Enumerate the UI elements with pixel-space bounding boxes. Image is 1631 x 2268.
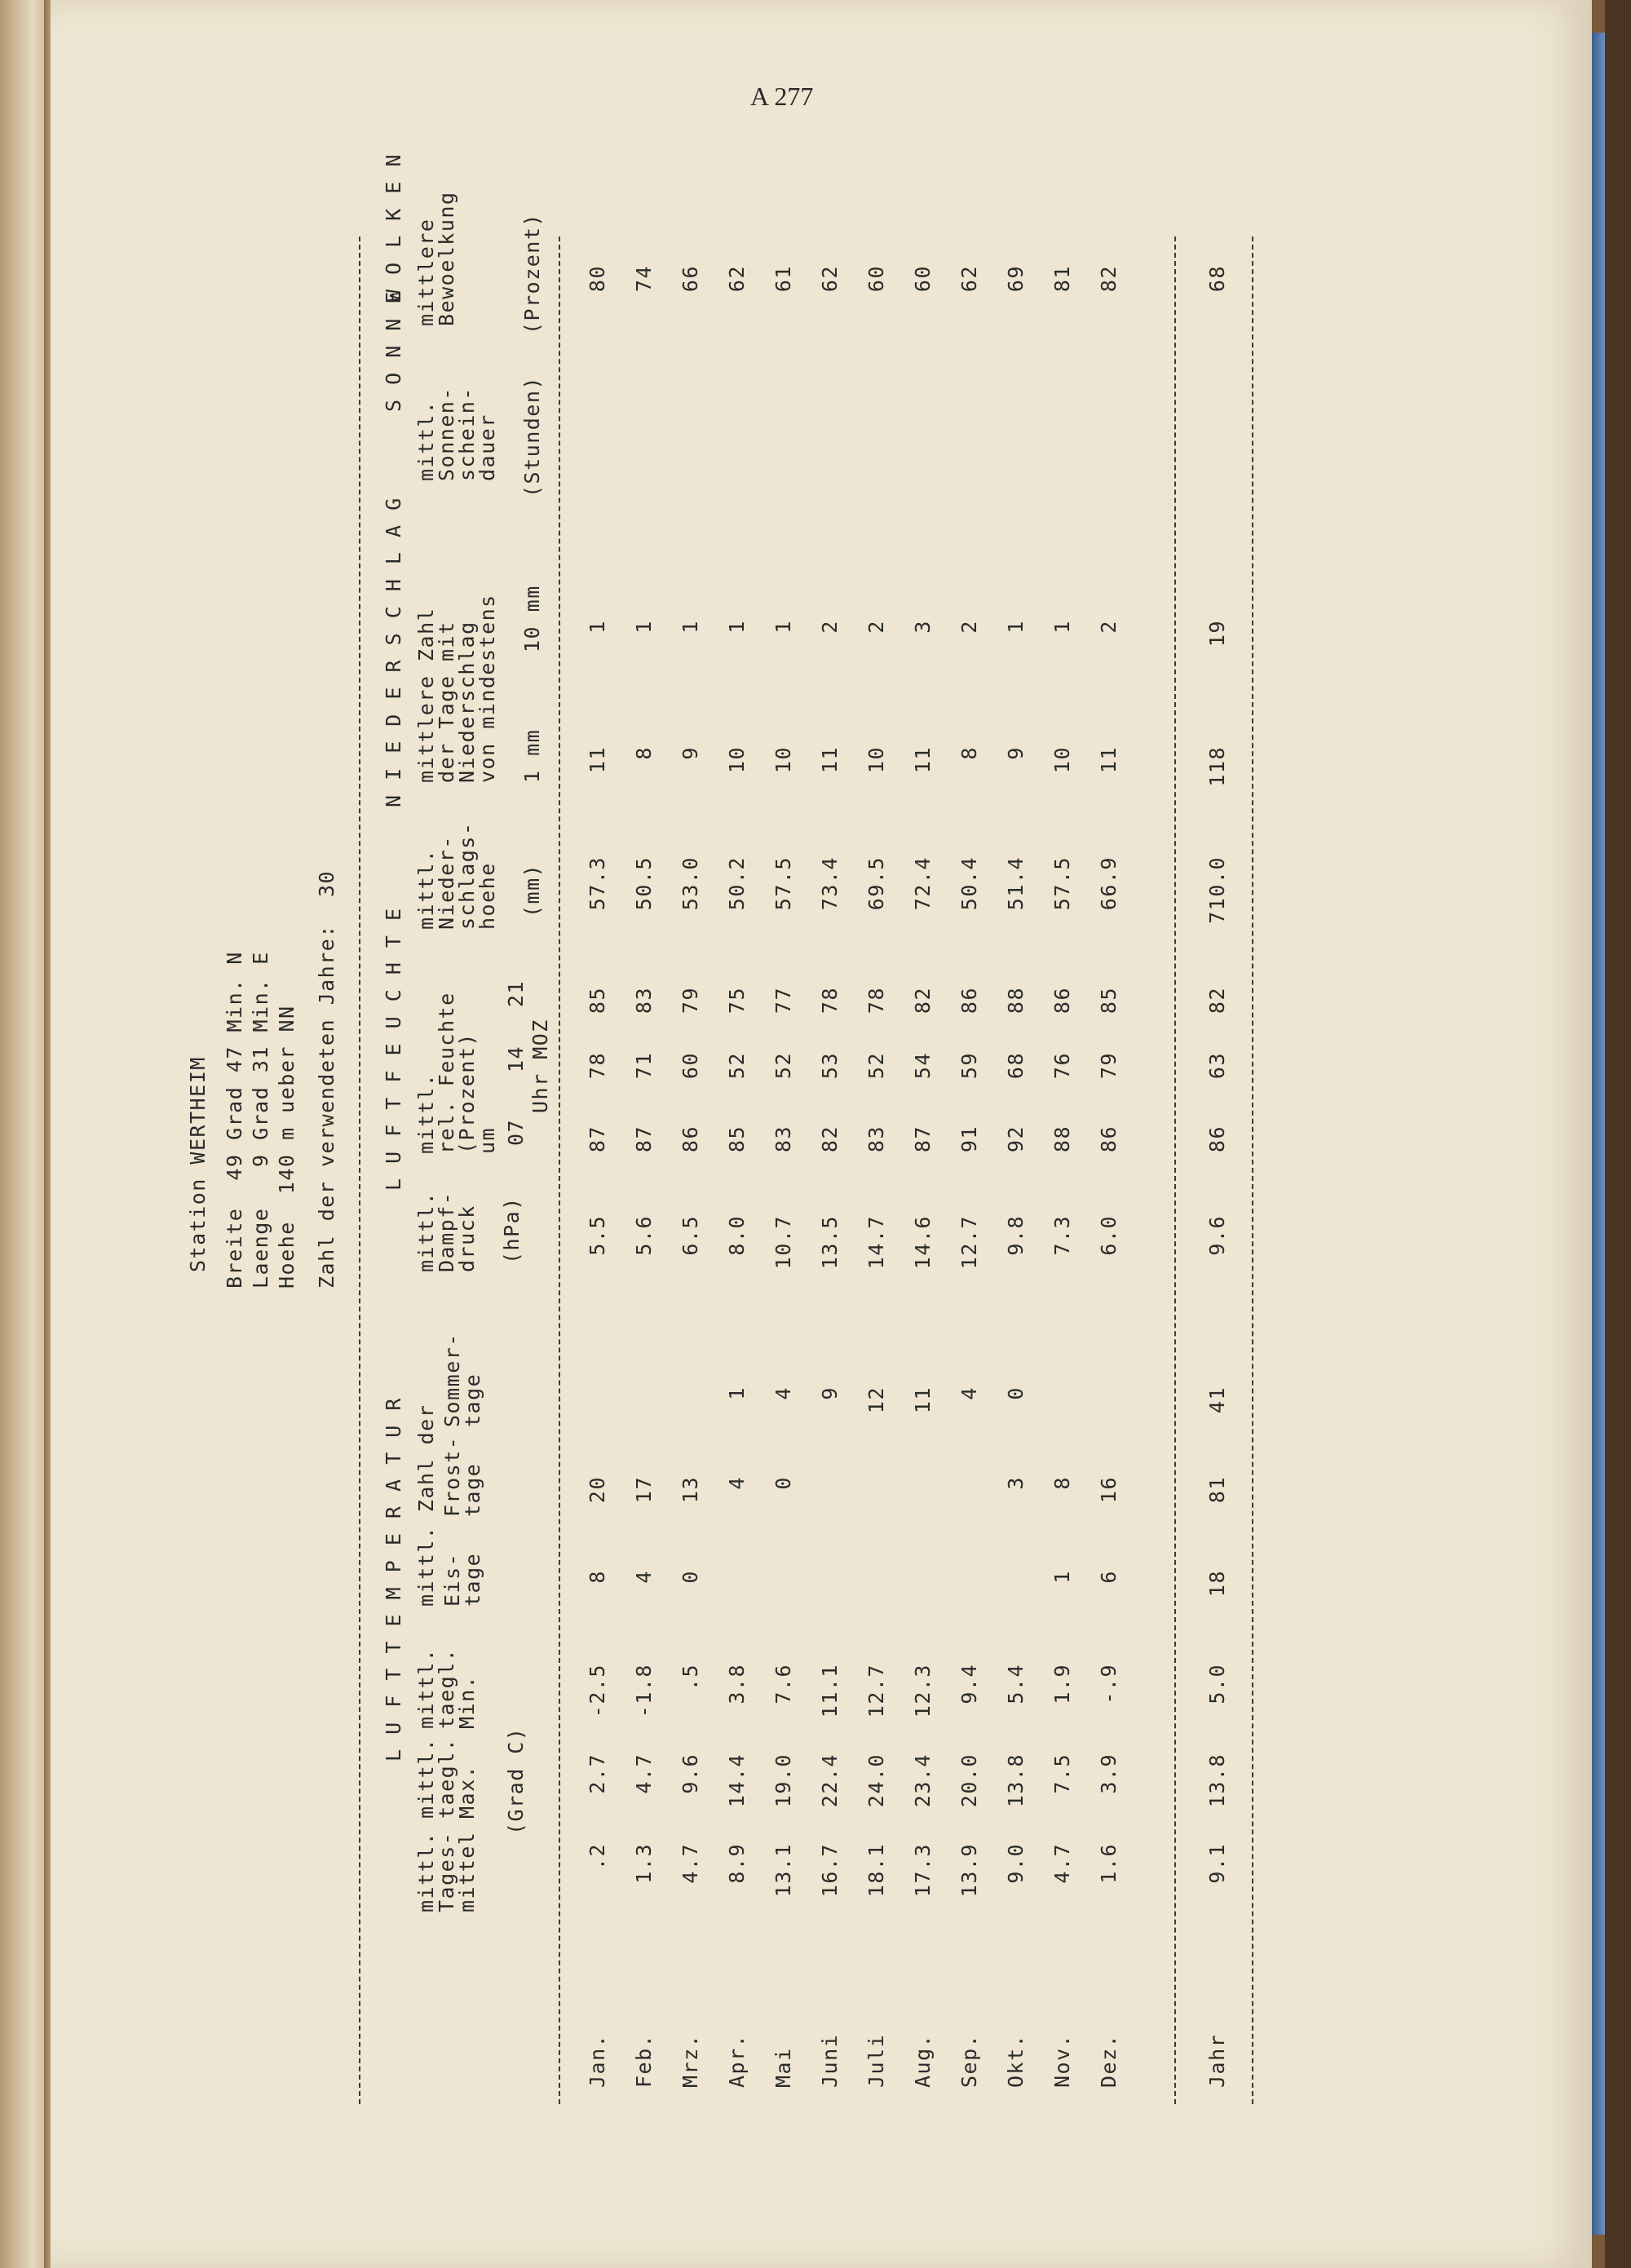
table-cell-d10: 2 (1097, 620, 1120, 634)
table-cell-h14: 79 (1097, 1052, 1120, 1080)
table-cell-prc: 57.5 (1050, 856, 1074, 911)
station-title: Station WERTHEIM (186, 1056, 210, 1272)
rule-before-year (1174, 237, 1176, 2104)
row-label: Apr. (725, 2033, 749, 2088)
table-cell-h14: 53 (818, 1052, 842, 1080)
table-cell-cld: 60 (911, 265, 935, 293)
table-cell-max: 4.7 (632, 1753, 656, 1794)
table-cell-prc: 72.4 (911, 856, 935, 911)
table-cell-h14: 60 (678, 1052, 702, 1080)
table-cell-min: 1.9 (1050, 1664, 1074, 1704)
table-cell-min: 11.1 (818, 1664, 842, 1718)
page-number: A 277 (750, 82, 814, 111)
table-cell-som: 0 (1004, 1386, 1028, 1400)
table-cell-d1: 11 (818, 746, 842, 774)
table-cell-prc: 710.0 (1205, 856, 1229, 924)
table-cell-cld: 60 (864, 265, 888, 293)
table-cell-vap: 5.5 (586, 1215, 609, 1256)
table-cell-d1: 118 (1205, 746, 1229, 787)
table-cell-som: 1 (725, 1386, 749, 1400)
table-cell-frost: 3 (1004, 1476, 1028, 1490)
station-latitude: Breite 49 Grad 47 Min. N (223, 951, 246, 1289)
table-cell-d1: 10 (771, 746, 795, 774)
table-cell-prc: 73.4 (818, 856, 842, 911)
table-cell-vap: 10.7 (771, 1215, 795, 1270)
table-cell-max: 7.5 (1050, 1753, 1074, 1794)
group-clouds: W O L K E N (382, 153, 405, 302)
hdr-temp-unit: (Grad C) (504, 1726, 528, 1835)
climate-table (186, 153, 1288, 2104)
table-cell-h14: 78 (586, 1052, 609, 1080)
table-cell-frost: 0 (771, 1476, 795, 1490)
hdr-sunshine-unit: (Stunden) (520, 376, 544, 497)
table-cell-vap: 7.3 (1050, 1215, 1074, 1256)
table-cell-max: 23.4 (911, 1753, 935, 1808)
table-cell-vap: 9.8 (1004, 1215, 1028, 1256)
table-cell-d1: 11 (911, 746, 935, 774)
table-cell-d10: 19 (1205, 620, 1229, 648)
table-cell-frost: 17 (632, 1476, 656, 1504)
row-label: Nov. (1050, 2033, 1074, 2088)
table-cell-cld: 74 (632, 265, 656, 293)
table-cell-prc: 50.4 (957, 856, 981, 911)
table-cell-h14: 52 (771, 1052, 795, 1080)
table-cell-h21: 85 (1097, 987, 1120, 1015)
group-precipitation: N I E D E R S C H L A G (382, 497, 405, 807)
table-cell-min: 12.3 (911, 1664, 935, 1718)
table-cell-min: -1.8 (632, 1664, 656, 1718)
table-cell-vap: 6.0 (1097, 1215, 1120, 1256)
table-cell-d10: 1 (1004, 620, 1028, 634)
table-cell-max: 9.6 (678, 1753, 702, 1794)
table-cell-prc: 50.2 (725, 856, 749, 911)
table-cell-prc: 66.9 (1097, 856, 1120, 911)
hdr-frost-days: Frost- tage (440, 1435, 484, 1517)
table-cell-frost: 81 (1205, 1476, 1229, 1504)
hdr-precip-10mm: 10 mm (520, 585, 544, 652)
hdr-ice-days: Eis- tage (440, 1552, 484, 1607)
hdr-vapor-unit: (hPa) (500, 1196, 524, 1264)
hdr-rh-moz: Uhr MOZ (528, 1019, 552, 1113)
table-cell-h07: 85 (725, 1125, 749, 1153)
table-cell-cld: 62 (957, 265, 981, 293)
table-cell-min: -2.5 (586, 1664, 609, 1718)
table-cell-h21: 86 (1050, 987, 1074, 1015)
table-cell-vap: 14.7 (864, 1215, 888, 1270)
hdr-rh-14: 14 (504, 1045, 528, 1072)
table-cell-prc: 51.4 (1004, 856, 1028, 911)
table-cell-h07: 83 (864, 1125, 888, 1153)
table-cell-mean: 18.1 (864, 1843, 888, 1898)
table-cell-h07: 83 (771, 1125, 795, 1153)
table-cell-max: 19.0 (771, 1753, 795, 1808)
station-longitude: Laenge 9 Grad 31 Min. E (249, 951, 272, 1289)
table-cell-frost: 8 (1050, 1476, 1074, 1490)
table-cell-prc: 50.5 (632, 856, 656, 911)
table-cell-d10: 1 (771, 620, 795, 634)
table-cell-vap: 12.7 (957, 1215, 981, 1270)
table-cell-cld: 69 (1004, 265, 1028, 293)
table-cell-frost: 20 (586, 1476, 609, 1504)
hdr-daily-mean: mittl. Tages- mittel (414, 1831, 479, 1912)
table-cell-mean: 9.0 (1004, 1843, 1028, 1884)
table-cell-som: 11 (911, 1386, 935, 1414)
table-cell-h21: 85 (586, 987, 609, 1015)
table-cell-d1: 11 (586, 746, 609, 774)
table-cell-mean: 13.9 (957, 1843, 981, 1898)
table-cell-d10: 1 (632, 620, 656, 634)
table-cell-mean: 1.6 (1097, 1843, 1120, 1884)
row-label: Mai (771, 2047, 795, 2088)
table-cell-max: 2.7 (586, 1753, 609, 1794)
table-cell-h07: 86 (1205, 1125, 1229, 1153)
table-cell-d1: 11 (1097, 746, 1120, 774)
hdr-daily-min: mittl. taegl. Min. (414, 1647, 479, 1729)
hdr-precip-days: mittlere Zahl der Tage mit Niederschlag von mindestens (414, 594, 499, 783)
table-cell-cld: 68 (1205, 265, 1229, 293)
rule-top (359, 237, 360, 2104)
station-altitude: Hoehe 140 m ueber NN (275, 1005, 298, 1289)
table-cell-h14: 54 (911, 1052, 935, 1080)
table-cell-h14: 52 (864, 1052, 888, 1080)
table-cell-vap: 14.6 (911, 1215, 935, 1270)
table-cell-min: 12.7 (864, 1664, 888, 1718)
table-cell-h21: 86 (957, 987, 981, 1015)
table-cell-prc: 57.5 (771, 856, 795, 911)
table-cell-h21: 82 (1205, 987, 1229, 1015)
table-cell-d10: 2 (864, 620, 888, 634)
hdr-summer-days: Sommer- tage (440, 1333, 484, 1427)
hdr-rh-21: 21 (504, 979, 528, 1007)
table-cell-vap: 5.6 (632, 1215, 656, 1256)
table-cell-h14: 71 (632, 1052, 656, 1080)
table-cell-min: 5.4 (1004, 1664, 1028, 1704)
hdr-precip-unit: (mm) (520, 863, 544, 917)
table-cell-d10: 3 (911, 620, 935, 634)
table-cell-max: 13.8 (1205, 1753, 1229, 1808)
table-cell-mean: 8.9 (725, 1843, 749, 1884)
table-cell-eis: 8 (586, 1570, 609, 1584)
table-cell-frost: 4 (725, 1476, 749, 1490)
row-label: Jan. (586, 2033, 609, 2088)
table-cell-cld: 82 (1097, 265, 1120, 293)
hdr-precip-height: mittl. Nieder- schlags- hoehe (414, 821, 499, 930)
years-used: Zahl der verwendeten Jahre: 30 (315, 869, 338, 1289)
table-cell-eis: 0 (678, 1570, 702, 1584)
hdr-vapor-pressure: mittl. Dampf- druck (414, 1191, 479, 1272)
table-cell-vap: 6.5 (678, 1215, 702, 1256)
table-cell-prc: 57.3 (586, 856, 609, 911)
blue-cover-edge (1592, 33, 1605, 2235)
table-cell-min: .5 (678, 1664, 702, 1691)
table-cell-h21: 77 (771, 987, 795, 1015)
table-cell-mean: 1.3 (632, 1843, 656, 1884)
hdr-precip-1mm: 1 mm (520, 728, 544, 783)
table-cell-max: 22.4 (818, 1753, 842, 1808)
table-cell-h14: 68 (1004, 1052, 1028, 1080)
table-cell-h21: 75 (725, 987, 749, 1015)
table-cell-eis: 1 (1050, 1570, 1074, 1584)
table-cell-d10: 1 (586, 620, 609, 634)
table-cell-min: 7.6 (771, 1664, 795, 1704)
hdr-cloud-unit: (Prozent) (520, 213, 544, 334)
hdr-cloudiness: mittlere Bewoelkung (414, 191, 458, 326)
table-cell-h14: 52 (725, 1052, 749, 1080)
table-cell-h07: 87 (911, 1125, 935, 1153)
hdr-daily-max: mittl. taegl. Max. (414, 1737, 479, 1819)
table-cell-h21: 78 (864, 987, 888, 1015)
table-cell-som: 41 (1205, 1386, 1229, 1414)
table-cell-d1: 8 (957, 746, 981, 760)
table-cell-cld: 81 (1050, 265, 1074, 293)
row-label: Jahr (1205, 2033, 1229, 2088)
table-cell-cld: 80 (586, 265, 609, 293)
table-cell-min: 5.0 (1205, 1664, 1229, 1704)
table-cell-mean: 4.7 (1050, 1843, 1074, 1884)
table-cell-max: 24.0 (864, 1753, 888, 1808)
table-cell-h07: 82 (818, 1125, 842, 1153)
table-cell-max: 13.8 (1004, 1753, 1028, 1808)
hdr-days-title: mittl. Zahl der (414, 1404, 438, 1607)
table-cell-cld: 62 (725, 265, 749, 293)
table-cell-mean: 4.7 (678, 1843, 702, 1884)
table-cell-som: 9 (818, 1386, 842, 1400)
table-cell-som: 4 (771, 1386, 795, 1400)
table-cell-cld: 61 (771, 265, 795, 293)
table-cell-eis: 18 (1205, 1570, 1229, 1598)
table-cell-h07: 92 (1004, 1125, 1028, 1153)
table-cell-h07: 91 (957, 1125, 981, 1153)
table-cell-d10: 2 (957, 620, 981, 634)
table-cell-h07: 86 (1097, 1125, 1120, 1153)
table-cell-h07: 87 (632, 1125, 656, 1153)
group-sunshine: S O N N E (382, 290, 405, 412)
row-label: Juli (864, 2033, 888, 2088)
table-cell-h14: 59 (957, 1052, 981, 1080)
table-cell-h21: 83 (632, 987, 656, 1015)
table-cell-min: 3.8 (725, 1664, 749, 1704)
table-cell-h14: 76 (1050, 1052, 1074, 1080)
table-cell-prc: 69.5 (864, 856, 888, 911)
table-cell-d10: 1 (725, 620, 749, 634)
row-label: Feb. (632, 2033, 656, 2088)
table-cell-h21: 88 (1004, 987, 1028, 1015)
table-cell-max: 20.0 (957, 1753, 981, 1808)
table-cell-mean: 13.1 (771, 1843, 795, 1898)
table-cell-vap: 8.0 (725, 1215, 749, 1256)
table-cell-d1: 10 (1050, 746, 1074, 774)
hdr-rh-07: 07 (504, 1118, 528, 1146)
table-cell-h07: 86 (678, 1125, 702, 1153)
row-label: Dez. (1097, 2033, 1120, 2088)
group-temperature: L U F T T E M P E R A T U R (382, 1397, 405, 1762)
rule-header (559, 237, 560, 2104)
table-cell-cld: 62 (818, 265, 842, 293)
table-cell-min: -.9 (1097, 1664, 1120, 1704)
table-cell-som: 12 (864, 1386, 888, 1414)
table-cell-d10: 1 (1050, 620, 1074, 634)
table-cell-mean: 17.3 (911, 1843, 935, 1898)
group-humidity: L U F T F E U C H T E (382, 907, 405, 1191)
table-cell-h21: 78 (818, 987, 842, 1015)
table-cell-mean: 9.1 (1205, 1843, 1229, 1884)
table-cell-vap: 13.5 (818, 1215, 842, 1270)
table-cell-prc: 53.0 (678, 856, 702, 911)
table-cell-h14: 63 (1205, 1052, 1229, 1080)
row-label: Okt. (1004, 2033, 1028, 2088)
table-cell-d1: 9 (1004, 746, 1028, 760)
table-cell-som: 4 (957, 1386, 981, 1400)
row-label: Aug. (911, 2033, 935, 2088)
table-cell-mean: .2 (586, 1843, 609, 1871)
row-label: Sep. (957, 2033, 981, 2088)
rule-bottom (1252, 237, 1253, 2104)
table-cell-max: 14.4 (725, 1753, 749, 1808)
hdr-sunshine: mittl. Sonnen- schein- dauer (414, 387, 499, 481)
table-cell-frost: 13 (678, 1476, 702, 1504)
table-cell-d1: 9 (678, 746, 702, 760)
table-cell-h07: 87 (586, 1125, 609, 1153)
table-cell-h07: 88 (1050, 1125, 1074, 1153)
table-cell-vap: 9.6 (1205, 1215, 1229, 1256)
table-cell-d10: 1 (678, 620, 702, 634)
table-cell-d1: 10 (864, 746, 888, 774)
table-cell-min: 9.4 (957, 1664, 981, 1704)
hdr-rel-humidity: mittl. rel. Feuchte (Prozent) um (414, 992, 499, 1154)
table-cell-h21: 82 (911, 987, 935, 1015)
table-cell-h21: 79 (678, 987, 702, 1015)
adjacent-page-edge (0, 0, 47, 2268)
table-cell-d10: 2 (818, 620, 842, 634)
table-cell-d1: 10 (725, 746, 749, 774)
table-cell-eis: 6 (1097, 1570, 1120, 1584)
row-label: Juni (818, 2033, 842, 2088)
table-cell-mean: 16.7 (818, 1843, 842, 1898)
background-surface (1605, 0, 1631, 2268)
row-label: Mrz. (678, 2033, 702, 2088)
table-cell-eis: 4 (632, 1570, 656, 1584)
table-cell-max: 3.9 (1097, 1753, 1120, 1794)
table-cell-cld: 66 (678, 265, 702, 293)
table-cell-d1: 8 (632, 746, 656, 760)
table-cell-frost: 16 (1097, 1476, 1120, 1504)
